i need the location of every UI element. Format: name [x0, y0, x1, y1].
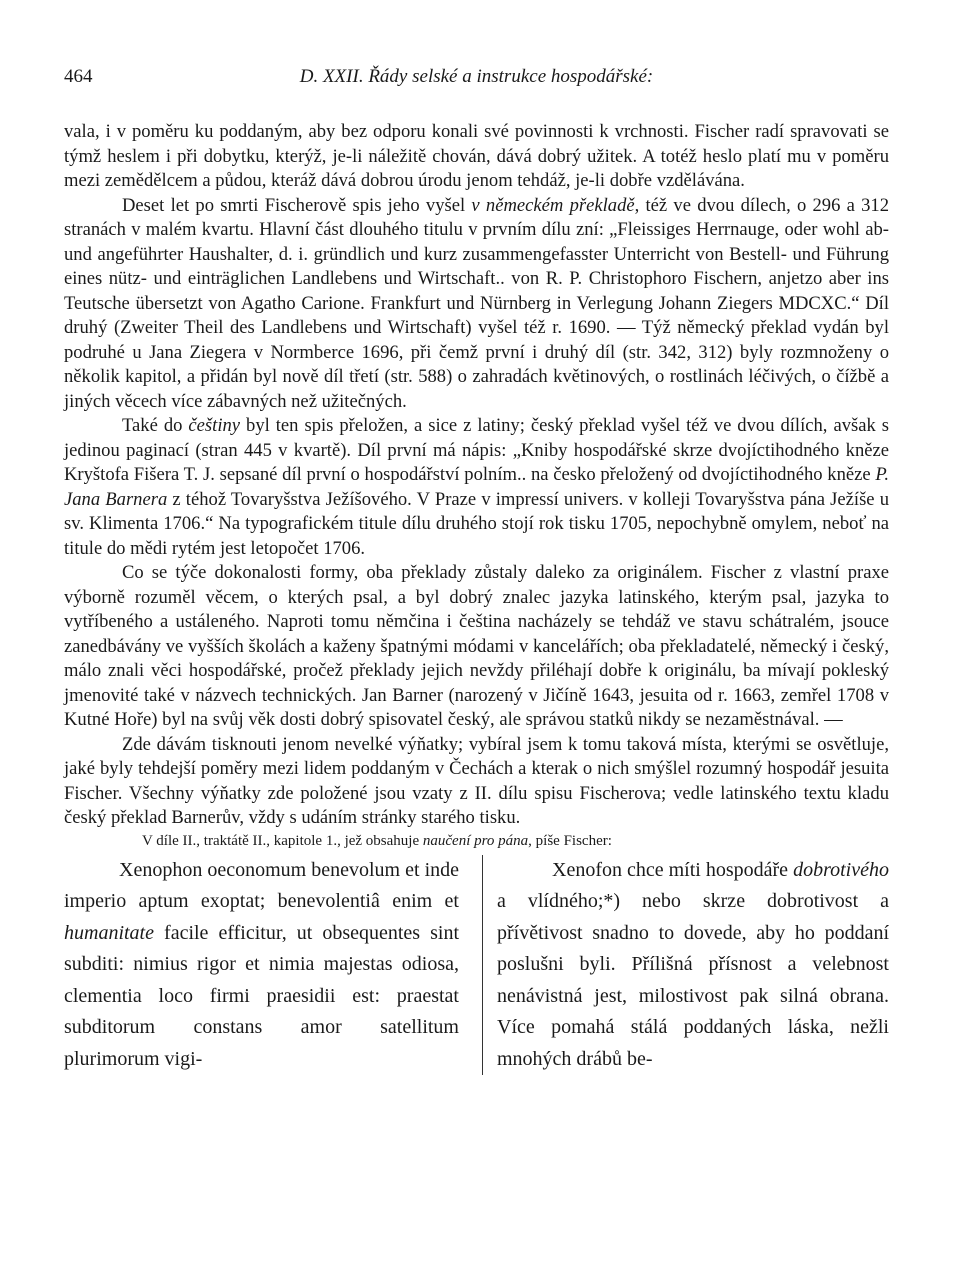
paragraph-5: Zde dávám tisknouti jenom nevelké výňatky; vybíral jsem k tomu taková místa, kterými se osvětluje, jaké byly tehdejší poměry mezi lidem poddaným v Čechách a kterak o nich smýšlel rozumný hospodář jesuita Fischer. Všechny výňatky zde položené jsou vzaty z II. dílu spisu Fischerova; vedle latinského textu kladu český překlad Barnerův, vždy s udáním stránky starého tisku. [64, 733, 889, 828]
excerpt-intro-emphasis: naučení pro pána [422, 832, 529, 849]
paragraph-3 [64, 414, 889, 561]
czech-text-a: Xenofon chce míti hospodáře [552, 858, 794, 881]
running-head: D. XXII. Řády selské a instrukce hospodářské: [299, 66, 654, 87]
page [64, 66, 889, 1075]
paragraph-3-text-c: z téhož Tovaryšstva Ježíšového. V Praze v impressí univers. v kolleji Tovaryšstva pána Ježíše u sv. Klimenta 1706.“ Na typografickém titule dílu druhého stojí rok tisku 1705, nepochybně omylem, neboť na titule do mědi rytém jest letopočet 1706. [64, 488, 889, 559]
paragraph-2-text-b: , též ve dvou dílech, o 296 a 312 stranách v malém kvartu. Hlavní část dlouhého titulu v prvním dílu zní: „Fleissiges Herrnauge, oder wohl ab- und angeführter Haushalter, d. i. gründlich und kurz zusammengefasster Unterricht von Bestell- und Führung eines nütz- und einträglichen Landlebens und Wirtschaft.. von R. P. Christophoro Fischern, anjetzo aber ins Teutsche übersetzt von Agatho Carione. Frankfurt und Nürnberg in Verlegung Johann Ziegers MDCXC.“ Díl druhý (Zweiter Theil des Landlebens und Wirtschaft) vyšel též r. 1690. — Týž německý překlad vydán byl podruhé u Jana Ziegera v Normberce 1696, při čemž první i druhý díl (str. 342, 312) byly rozmnoženy o několik kapitol, a přidán byl nově díl třetí (str. 588) o zahradách květinových, o rostlinách léčivých, o čížbě a jiných věcech více zábavných než užitečných. [64, 194, 889, 412]
latin-text-b: facile efficitur, ut obsequentes sint subditi: nimius rigor et nimia majestas odiosa, clementia loco firmi praesidii est: praestat subditorum constans amor satellitum plurimorum vigi- [64, 921, 459, 1070]
parallel-columns [64, 855, 889, 1076]
main-text [64, 120, 889, 851]
paragraph-3-emphasis-2: P. Jana Barnera [64, 464, 889, 510]
czech-text [497, 855, 889, 1076]
paragraph-4: Co se týče dokonalosti formy, oba překlady zůstaly daleko za originálem. Fischer z vlastní praxe výborně rozuměl věcem, o kterých psal, a byl dobrý znalec jazyka latinského, kterým psal, jazyka to vytříbeného a ustáleného. Naproti tomu němčina i čeština nacházely se tehdáž ve stavu schátralém, jsouce zanedbávány ve vyšších školách a kaženy špatnými módami v kancelářích; oba překladatelé, německý i český, málo znali věci hospodářské, pročež překlady jejich nevždy přiléhají dobře k originálu, ba mívají pokleský jmenovité také v názvech technických. Jan Barner (narozený v Jičíně 1643, jesuita od r. 1663, zemřel 1708 v Kutné Hoře) byl na svůj věk dosti dobrý spisovatel český, ale správou statků nikdy se nezaměstnával. — [64, 562, 889, 730]
latin-text-a: Xenophon oeconomum benevolum et inde imperio aptum exoptat; benevolentiâ enim et [64, 858, 459, 912]
paragraph-3-text-b: byl ten spis přeložen, a sice z latiny; český překlad vyšel též ve dvou dílích, avšak s jedinou paginací (stran 445 v kvartě). Díl první má nápis: „Kniby hospodářské skrze dvojíctihodného kněze Kryštofa Fišera T. J. sepsané díl první o hospodářství polním.. na česko přeložený od dvojíctihodného kněze [64, 415, 889, 485]
paragraph-2-emphasis: v německém překladě [471, 194, 635, 216]
paragraph-1: vala, i v poměru ku poddaným, aby bez odporu konali své povinnosti k vrchnosti. Fischer radí spravovati se týmž heslem i při dobytku, kterýž, je-li náležitě chován, dává dobrý užitek. A totéž heslo platí mu v poměru mezi zemědělcem a půdou, kteráž dává dobrou úrodu jenom tehdáž, je-li dobře vzdělávána. [64, 121, 889, 191]
excerpt-intro-a: V díle II., traktátě II., kapitole 1., jež obsahuje [142, 832, 423, 849]
page-number: 464 [64, 66, 93, 87]
paragraph-3-emphasis: češtiny [188, 415, 241, 436]
latin-emphasis: humanitate [64, 921, 154, 944]
paragraph-2 [64, 194, 889, 415]
excerpt-intro-b: , píše Fischer: [528, 832, 612, 849]
czech-emphasis: dobrotivého [793, 858, 889, 881]
excerpt-intro [64, 831, 889, 851]
latin-column [64, 855, 471, 1076]
page-header [64, 66, 889, 96]
czech-text-b: a vlídného;*) nebo skrze dobrotivost a přívětivost snadno to dovede, aby ho poddaní poslušni byli. Přílišná přísnost a velebnost nenávistná jest, milostivost pak silná obrana. Více pomahá stálá poddaných láska, nežli mnohých drábů be- [497, 890, 889, 1070]
latin-text [64, 855, 459, 1076]
czech-column [482, 855, 889, 1076]
paragraph-3-text-a: Také do [122, 415, 189, 436]
paragraph-2-text-a: Deset let po smrti Fischerově spis jeho vyšel [122, 194, 472, 216]
